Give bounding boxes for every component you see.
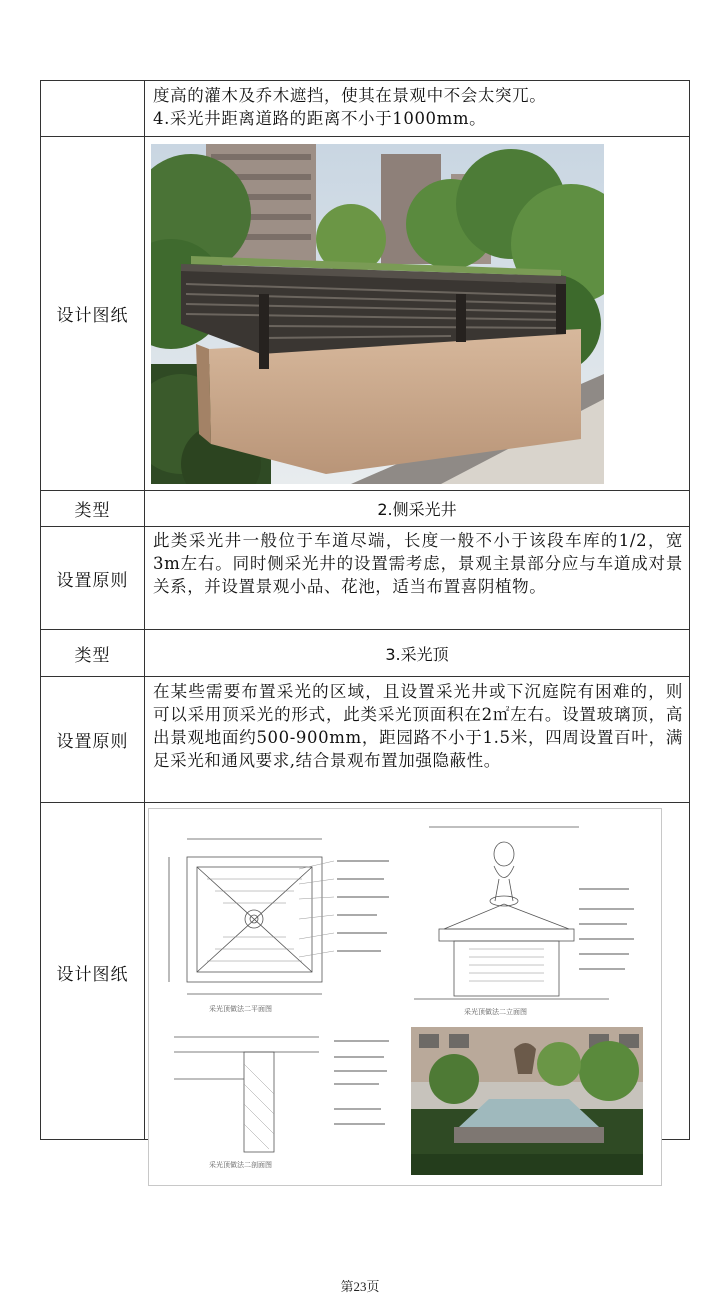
- type-label-2: 类型: [74, 645, 111, 666]
- principle-text-skylight: 在某些需要布置采光的区域，且设置采光井或下沉庭院有困难的，则可以采用顶采光的形式，此类采光顶面积在2㎡左右。设置玻璃顶，高出景观地面约500-900mm，距园路不小于1.5米，四周设置百叶，满足采光和通风要求,结合景观布置加强隐蔽性。: [153, 682, 683, 770]
- type-value-side-lightwell: 2.侧采光井: [377, 500, 457, 519]
- design-drawing-label: 设计图纸: [56, 306, 129, 326]
- section-view-caption: 采光顶做法二剖面图: [209, 1162, 272, 1169]
- type-label-1: 类型: [74, 501, 111, 521]
- principle-text-side-lightwell: 此类采光井一般位于车道尽端，长度一般不小于该段车库的1/2，宽3m左右。同时侧采光井的设置需考虑，景观主景部分应与车道成对景关系，并设置景观小品、花池，适当布置喜阴植物。: [153, 531, 683, 596]
- side-lightwell-photo: [151, 144, 604, 484]
- skylight-cad-drawing: [148, 808, 662, 1186]
- skylight-photo: [411, 1027, 643, 1175]
- design-drawing-label-2: 设计图纸: [56, 964, 129, 985]
- principle-label-2: 设置原则: [56, 732, 129, 752]
- type-value-skylight: 3.采光顶: [385, 644, 449, 664]
- elevation-view-caption: 采光顶做法二立面图: [464, 1009, 527, 1016]
- column-divider: [144, 81, 145, 1139]
- page-number: 第23页: [340, 1279, 380, 1294]
- continued-text-line-1: 度高的灌木及乔木遮挡，使其在景观中不会太突兀。: [153, 86, 547, 105]
- continued-text-line-2: 4.采光井距离道路的距离不小于1000mm。: [153, 109, 487, 128]
- plan-view-caption: 采光顶做法二平面图: [209, 1006, 272, 1013]
- principle-label-1: 设置原则: [56, 570, 129, 591]
- continued-text: [153, 84, 683, 130]
